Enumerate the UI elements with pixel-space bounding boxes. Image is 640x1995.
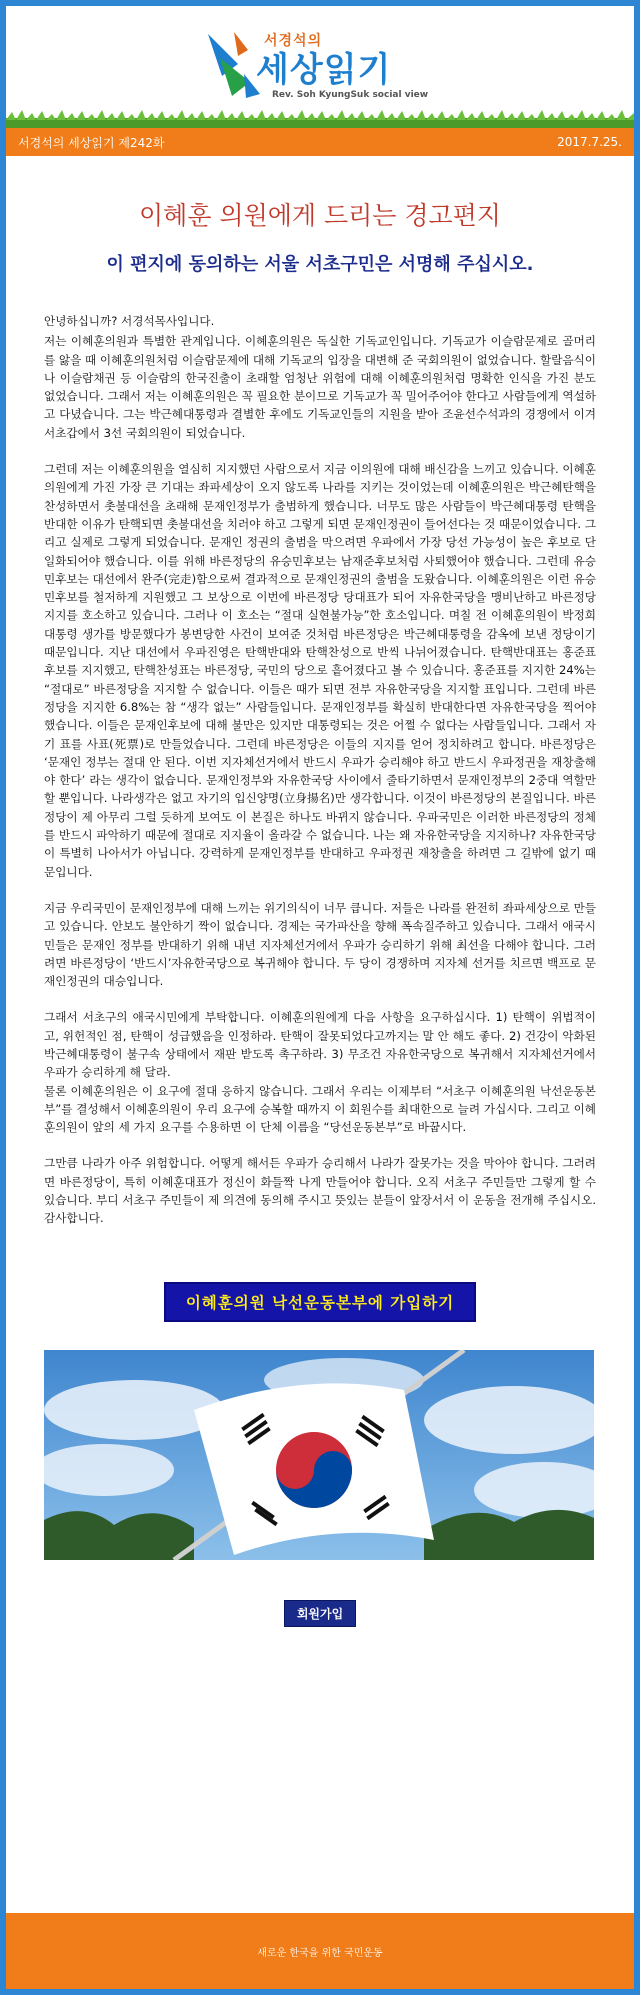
member-button-wrap xyxy=(6,1600,634,1627)
letter-body xyxy=(44,312,596,1228)
logo-title: 세상읽기 xyxy=(256,50,392,90)
greeting: 안녕하십니까? 서경석목사입니다. xyxy=(44,314,215,328)
letter-subtitle: 이 편지에 동의하는 서울 서초구민은 서명해 주십시오. xyxy=(106,254,534,275)
letter-title: 이혜훈 의원에게 드리는 경고편지 xyxy=(139,201,501,230)
logo xyxy=(204,24,464,106)
issue-bar xyxy=(6,128,634,156)
logo-bird-icon xyxy=(204,24,264,104)
grass-divider xyxy=(6,110,634,128)
logo-subtitle: Rev. Soh KyungSuk social view xyxy=(272,90,429,100)
issue-number: 서경석의 세상읽기 제242화 xyxy=(18,135,165,150)
header xyxy=(6,6,634,124)
flag-photo xyxy=(44,1350,594,1560)
paragraph-4: 그래서 서초구의 애국시민에게 부탁합니다. 이혜훈의원에게 다음 사항을 요구하십시다. 1) 탄핵이 위법적이고, 위헌적인 점, 탄핵이 성급했음을 인정하라. 탄핵이 잘못되었다고까지는 말 안 해도 좋다. 2) 건강이 악화된 박근혜대통령이 불구속 상태에서 재판 받도록 촉구하라. 3) 무조건 자유한국당으로 복귀해서 지자체선거에서 우파가 승리하게 해 달라. xyxy=(44,1010,596,1080)
footer-text: 새로운 한국을 위한 국민운동 xyxy=(257,1947,383,1959)
paragraph-2: 그런데 저는 이혜훈의원을 열심히 지지했던 사람으로서 지금 이의원에 대해 배신감을 느끼고 있습니다. 이혜훈의원에게 가진 가장 큰 기대는 좌파세상이 오지 않도록 나라를 지키는 것이었는데 이혜훈의원은 박근혜탄핵을 찬성하면서 촛불대선을 초래해 문재인정부가 출범하게 했습니다. 너무도 많은 사람들이 박근혜대통령 탄핵을 반대한 이유가 탄핵되면 촛불대선을 치러야 하고 그렇게 되면 문재인정권이 들어선다는 것 때문이었습니다. 그리고 실제로 그렇게 되었습니다. 문재인 정권의 출범을 막으려면 우파에서 가장 당선 가능성이 높은 후보로 단일화되어야 했습니다. 이를 위해 바른정당의 유승민후보는 남재준후보처럼 사퇴했어야 했습니다. 그런데 유승민후보는 대선에서 완주(完走)함으로써 결과적으로 문재인정권의 출범을 도왔습니다. 이혜훈의원은 이런 유승민후보를 철저하게 지원했고 그 보상으로 이번에 바른정당 당대표가 되어 자유한국당을 맹비난하고 바른정당 지지를 호소하고 있습니다. 그러나 이 호소는 “절대 실현불가능”한 호소입니다. 며칠 전 이혜훈의원이 박정희대통령 생가를 방문했다가 봉변당한 사건이 보여준 것처럼 바른정당은 박근혜대통령을 감옥에 보낸 정당이기 때문입니다. 지난 대선에서 우파진영은 탄핵반대와 탄핵찬성으로 반씩 나뉘어졌습니다. 탄핵반대표는 홍준표후보를 지지했고, 탄핵찬성표는 바른정당, 국민의 당으로 흩어졌다고 볼 수 있습니다. 홍준표를 지지한 24%는 “절대로” 바른정당을 지지할 수 없습니다. 이들은 때가 되면 전부 자유한국당을 지지할 표입니다. 그런데 바른정당을 지지한 6.8%는 참 “생각 없는” 사람들입니다. 문재인정부를 확실히 반대한다면 자유한국당을 찍어야 했습니다. 이들은 문재인후보에 대해 불만은 있지만 대통령되는 것은 어쩔 수 없다는 사람들입니다. 그래서 자기 표를 사표(死票)로 만들었습니다. 그런데 바른정당은 이들의 지지를 얻어 정치하려고 합니다. 바른정당은 ‘문재인 정부는 절대 안 된다. 이번 지자체선거에서 반드시 우파가 승리해야 하고 반드시 우파정권을 재창출해야 한다’ 라는 생각이 없습니다. 문재인정부와 자유한국당 사이에서 줄타기하면서 문재인정부의 2중대 역할만 할 뿐입니다. 나라생각은 없고 자기의 입신양명(立身揚名)만 생각합니다. 이것이 바른정당의 본질입니다. 바른정당이 제 아무리 그럴 듯하게 보여도 이 본질은 하나도 바뀌지 않습니다. 우파국민은 이러한 바른정당의 정체를 반드시 파악하기 때문에 절대로 지지율이 올라갈 수 없습니다. 나는 왜 자유한국당을 지지하나? 자유한국당이 특별히 나아서가 아닙니다. 강력하게 문재인정부를 반대하고 우파정권 재창출을 하려면 그 길밖에 없기 때문입니다. xyxy=(44,462,596,879)
logo-small-text: 서경석의 xyxy=(264,33,323,49)
paragraph-3: 지금 우리국민이 문재인정부에 대해 느끼는 위기의식이 너무 큽니다. 저들은 나라를 완전히 좌파세상으로 만들고 있습니다. 안보도 불안하기 짝이 없습니다. 경제는 국가파산을 향해 폭속질주하고 있습니다. 그래서 애국시민들은 문재인 정부를 반대하기 위해 내년 지자체선거에서 우파가 승리하기 위해 최선을 다해야 합니다. 그러려면 바른정당이 ‘반드시’자유한국당으로 복귀해야 합니다. 두 당이 경쟁하며 지자체 선거를 치르면 백프로 문재인정권의 대승입니다. xyxy=(44,900,596,989)
join-banner-wrap xyxy=(6,1282,634,1322)
paragraph-6: 그만큼 나라가 아주 위험합니다. 어떻게 해서든 우파가 승리해서 나라가 잘못가는 것을 막아야 합니다. 그러려면 바른정당이, 특히 이혜훈대표가 정신이 화들짝 나게 만들어야 합니다. 오직 서초구 주민들만 그렇게 할 수 있습니다. 부디 서초구 주민들이 제 의견에 동의해 주시고 뜻있는 분들이 앞장서서 이 운동을 전개해 주십시오. 감사합니다. xyxy=(44,1156,596,1226)
korean-flag-image xyxy=(44,1350,594,1560)
member-signup-button[interactable]: 회원가입 xyxy=(284,1600,356,1627)
issue-date: 2017.7.25. xyxy=(557,135,622,149)
paragraph-5: 물론 이혜훈의원은 이 요구에 절대 응하지 않습니다. 그래서 우리는 이제부터 “서초구 이혜훈의원 낙선운동본부”를 결성해서 이혜훈의원이 우리 요구에 승복할 때까지 이 회원수를 최대한으로 늘려 가십시다. 그리고 이혜훈의원이 앞의 세 가지 요구를 수용하면 이 단체 이름을 “당선운동본부”로 바꿉시다. xyxy=(44,1083,596,1135)
paragraph-1: 저는 이혜훈의원과 특별한 관계입니다. 이혜훈의원은 독실한 기독교인입니다. 기독교가 이슬람문제로 골머리를 앓을 때 이혜훈의원처럼 이슬람문제에 대해 기독교의 입장을 대변해 준 국회의원이 없었습니다. 할랄음식이나 이슬람채권 등 이슬람의 한국진출이 초래할 엄청난 위험에 대해 이혜훈의원처럼 명확한 인식을 가진 분도 없었습니다. 그래서 저는 이혜훈의원은 꼭 필요한 분이므로 기독교가 꼭 밀어주어야 한다고 사람들에게 역설하고 다녔습니다. 그는 박근혜대통령과 결별한 후에도 기독교인들의 지원을 받아 조윤선수석과의 경쟁에서 이겨 서초갑에서 3선 국회의원이 되었습니다. xyxy=(44,334,596,440)
footer xyxy=(6,1913,634,1989)
join-campaign-button[interactable]: 이혜훈의원 낙선운동본부에 가입하기 xyxy=(164,1282,476,1322)
